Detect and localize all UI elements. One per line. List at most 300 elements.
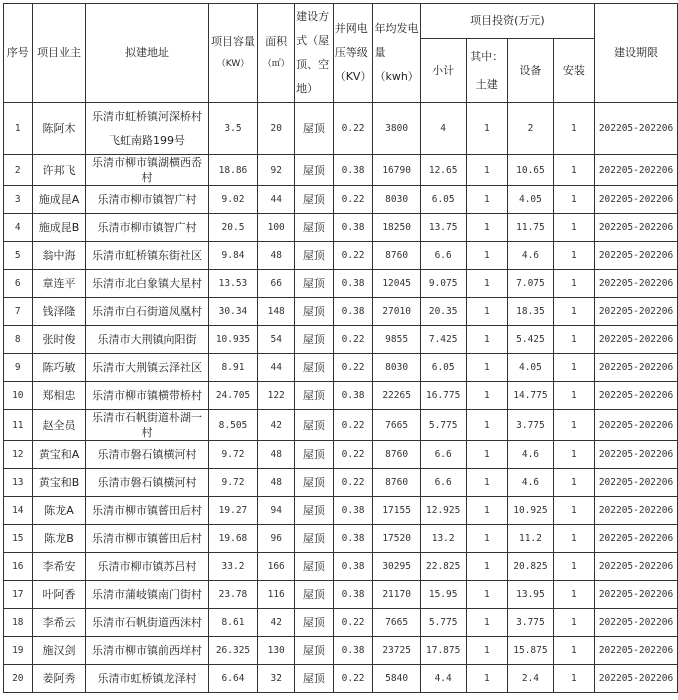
cell-seq: 6 [4,270,33,298]
cell-capacity: 24.705 [208,382,258,410]
cell-subtotal: 6.05 [420,186,466,214]
cell-subtotal: 6.6 [420,441,466,469]
cell-civil: 1 [466,214,508,242]
cell-civil: 1 [466,242,508,270]
cell-period: 202205-202206 [595,155,678,186]
header-civil-line1: 其中： [470,49,504,63]
cell-civil: 1 [466,525,508,553]
cell-period: 202205-202206 [595,354,678,382]
cell-equipment: 2.4 [508,665,554,693]
cell-owner: 施成昆B [32,214,86,242]
cell-subtotal: 5.775 [420,609,466,637]
header-capacity-label: 项目容量 [210,35,255,48]
cell-build-mode: 屋顶 [295,326,334,354]
cell-voltage: 0.22 [333,354,373,382]
cell-subtotal: 9.075 [420,270,466,298]
cell-install: 1 [553,497,594,525]
cell-annual-generation: 12045 [373,270,420,298]
cell-equipment: 11.75 [508,214,554,242]
cell-address: 乐清市柳市镇横带桥村 [86,382,208,410]
cell-capacity: 13.53 [208,270,258,298]
table-row [4,441,678,469]
table-row [4,270,678,298]
cell-area: 42 [258,609,295,637]
cell-seq: 14 [4,497,33,525]
cell-build-mode: 屋顶 [295,270,334,298]
cell-seq: 9 [4,354,33,382]
cell-civil: 1 [466,298,508,326]
cell-period: 202205-202206 [595,186,678,214]
cell-period: 202205-202206 [595,326,678,354]
cell-voltage: 0.38 [333,581,373,609]
cell-address: 乐清市磐石镇横河村 [86,469,208,497]
table-row [4,665,678,693]
cell-annual-generation: 30295 [373,553,420,581]
cell-area: 96 [258,525,295,553]
cell-owner: 郑相忠 [32,382,86,410]
cell-build-mode: 屋顶 [295,581,334,609]
cell-build-mode: 屋顶 [295,155,334,186]
cell-build-mode: 屋顶 [295,441,334,469]
cell-seq: 1 [4,103,33,155]
cell-seq: 12 [4,441,33,469]
cell-build-mode: 屋顶 [295,410,334,441]
cell-capacity: 26.325 [208,637,258,665]
cell-seq: 17 [4,581,33,609]
cell-equipment: 2 [508,103,554,155]
cell-civil: 1 [466,469,508,497]
cell-address: 乐清市柳市镇前西垟村 [86,637,208,665]
cell-equipment: 18.35 [508,298,554,326]
cell-capacity: 10.935 [208,326,258,354]
cell-capacity: 9.72 [208,441,258,469]
header-civil [466,39,508,103]
cell-install: 1 [553,553,594,581]
cell-period: 202205-202206 [595,497,678,525]
cell-voltage: 0.38 [333,298,373,326]
header-seq: 序号 [4,4,33,103]
cell-civil: 1 [466,326,508,354]
cell-owner: 陈巧敏 [32,354,86,382]
cell-capacity: 19.68 [208,525,258,553]
header-area-unit: （㎡） [262,59,290,69]
cell-area: 92 [258,155,295,186]
cell-subtotal: 22.825 [420,553,466,581]
cell-seq: 19 [4,637,33,665]
cell-voltage: 0.22 [333,186,373,214]
cell-seq: 4 [4,214,33,242]
cell-equipment: 15.875 [508,637,554,665]
cell-seq: 7 [4,298,33,326]
cell-subtotal: 12.925 [420,497,466,525]
cell-period: 202205-202206 [595,242,678,270]
cell-owner: 施成昆A [32,186,86,214]
cell-capacity: 33.2 [208,553,258,581]
cell-owner: 黄宝和B [32,469,86,497]
cell-equipment: 13.95 [508,581,554,609]
cell-seq: 3 [4,186,33,214]
table-row [4,155,678,186]
cell-civil: 1 [466,155,508,186]
cell-capacity: 9.72 [208,469,258,497]
cell-area: 20 [258,103,295,155]
cell-area: 116 [258,581,295,609]
header-subtotal: 小计 [420,39,466,103]
table-row [4,553,678,581]
cell-area: 54 [258,326,295,354]
cell-address: 乐清市虹桥镇河深桥村飞虹南路199号 [86,103,208,155]
cell-voltage: 0.38 [333,155,373,186]
cell-capacity: 18.86 [208,155,258,186]
cell-address: 乐清市蒲岐镇南门街村 [86,581,208,609]
cell-voltage: 0.38 [333,497,373,525]
cell-owner: 叶阿香 [32,581,86,609]
table-row [4,298,678,326]
cell-seq: 18 [4,609,33,637]
cell-subtotal: 12.65 [420,155,466,186]
cell-owner: 张时俊 [32,326,86,354]
cell-owner: 李希云 [32,609,86,637]
cell-period: 202205-202206 [595,103,678,155]
cell-equipment: 3.775 [508,609,554,637]
cell-seq: 10 [4,382,33,410]
cell-capacity: 3.5 [208,103,258,155]
cell-install: 1 [553,525,594,553]
cell-annual-generation: 7665 [373,410,420,441]
header-equipment: 设备 [508,39,554,103]
table-body [4,103,678,693]
cell-annual-generation: 8760 [373,242,420,270]
cell-install: 1 [553,270,594,298]
table-row [4,609,678,637]
cell-equipment: 10.925 [508,497,554,525]
cell-period: 202205-202206 [595,298,678,326]
cell-install: 1 [553,103,594,155]
cell-civil: 1 [466,270,508,298]
cell-period: 202205-202206 [595,382,678,410]
cell-annual-generation: 9855 [373,326,420,354]
cell-annual-generation: 8760 [373,441,420,469]
cell-equipment: 7.075 [508,270,554,298]
header-voltage: 并网电压等级（KV） [333,4,373,103]
table-row [4,354,678,382]
cell-capacity: 20.5 [208,214,258,242]
cell-annual-generation: 23725 [373,637,420,665]
cell-address: 乐清市柳市镇苏吕村 [86,553,208,581]
cell-period: 202205-202206 [595,665,678,693]
cell-address: 乐清市北白象镇大星村 [86,270,208,298]
cell-capacity: 8.61 [208,609,258,637]
cell-subtotal: 13.2 [420,525,466,553]
cell-area: 44 [258,354,295,382]
cell-address: 乐清市虹桥镇龙泽村 [86,665,208,693]
cell-address: 乐清市大荆镇向阳街 [86,326,208,354]
cell-voltage: 0.38 [333,270,373,298]
cell-equipment: 4.6 [508,469,554,497]
cell-voltage: 0.22 [333,441,373,469]
cell-equipment: 4.05 [508,186,554,214]
cell-owner: 陈龙B [32,525,86,553]
cell-period: 202205-202206 [595,214,678,242]
cell-voltage: 0.38 [333,637,373,665]
header-install: 安装 [553,39,594,103]
cell-install: 1 [553,637,594,665]
cell-period: 202205-202206 [595,441,678,469]
cell-seq: 16 [4,553,33,581]
cell-address: 乐清市柳市镇智广村 [86,186,208,214]
cell-area: 32 [258,665,295,693]
cell-annual-generation: 22265 [373,382,420,410]
header-investment-group: 项目投资(万元) [420,4,594,39]
project-table [3,3,678,693]
cell-subtotal: 16.775 [420,382,466,410]
cell-annual-generation: 8030 [373,354,420,382]
cell-annual-generation: 21170 [373,581,420,609]
cell-seq: 2 [4,155,33,186]
cell-voltage: 0.38 [333,382,373,410]
cell-civil: 1 [466,441,508,469]
cell-install: 1 [553,609,594,637]
cell-civil: 1 [466,103,508,155]
cell-civil: 1 [466,497,508,525]
cell-install: 1 [553,382,594,410]
cell-annual-generation: 18250 [373,214,420,242]
cell-equipment: 4.05 [508,354,554,382]
cell-owner: 章连平 [32,270,86,298]
cell-owner: 赵全员 [32,410,86,441]
table-row [4,525,678,553]
cell-seq: 5 [4,242,33,270]
cell-owner: 许邦飞 [32,155,86,186]
cell-address: 乐清市柳市镇蒈田后村 [86,497,208,525]
cell-seq: 8 [4,326,33,354]
cell-voltage: 0.38 [333,525,373,553]
cell-subtotal: 5.775 [420,410,466,441]
cell-capacity: 23.78 [208,581,258,609]
cell-seq: 20 [4,665,33,693]
cell-civil: 1 [466,581,508,609]
cell-voltage: 0.22 [333,242,373,270]
cell-build-mode: 屋顶 [295,214,334,242]
cell-capacity: 8.505 [208,410,258,441]
cell-equipment: 11.2 [508,525,554,553]
cell-install: 1 [553,410,594,441]
cell-period: 202205-202206 [595,609,678,637]
cell-area: 42 [258,410,295,441]
cell-install: 1 [553,441,594,469]
cell-equipment: 4.6 [508,242,554,270]
table-row [4,214,678,242]
cell-annual-generation: 27010 [373,298,420,326]
cell-subtotal: 4 [420,103,466,155]
cell-install: 1 [553,298,594,326]
cell-owner: 黄宝和A [32,441,86,469]
cell-area: 48 [258,441,295,469]
table-row [4,637,678,665]
cell-annual-generation: 17155 [373,497,420,525]
cell-area: 48 [258,469,295,497]
cell-address: 乐清市磐石镇横河村 [86,441,208,469]
cell-subtotal: 6.6 [420,242,466,270]
cell-build-mode: 屋顶 [295,354,334,382]
cell-area: 100 [258,214,295,242]
cell-voltage: 0.22 [333,469,373,497]
cell-install: 1 [553,469,594,497]
cell-install: 1 [553,242,594,270]
cell-capacity: 6.64 [208,665,258,693]
cell-equipment: 5.425 [508,326,554,354]
cell-voltage: 0.22 [333,410,373,441]
header-area-label: 面积 [265,35,288,48]
cell-install: 1 [553,214,594,242]
cell-owner: 陈阿木 [32,103,86,155]
cell-build-mode: 屋顶 [295,186,334,214]
cell-civil: 1 [466,637,508,665]
cell-capacity: 8.91 [208,354,258,382]
header-period: 建设期限 [595,4,678,103]
header-address: 拟建地址 [86,4,208,103]
cell-install: 1 [553,665,594,693]
cell-build-mode: 屋顶 [295,382,334,410]
cell-equipment: 20.825 [508,553,554,581]
cell-area: 66 [258,270,295,298]
cell-period: 202205-202206 [595,637,678,665]
cell-voltage: 0.22 [333,609,373,637]
cell-period: 202205-202206 [595,410,678,441]
cell-subtotal: 4.4 [420,665,466,693]
cell-civil: 1 [466,354,508,382]
table-row [4,326,678,354]
cell-seq: 15 [4,525,33,553]
cell-area: 48 [258,242,295,270]
cell-period: 202205-202206 [595,469,678,497]
cell-capacity: 9.84 [208,242,258,270]
cell-build-mode: 屋顶 [295,553,334,581]
cell-owner: 李希安 [32,553,86,581]
cell-civil: 1 [466,553,508,581]
cell-owner: 钱泽隆 [32,298,86,326]
cell-build-mode: 屋顶 [295,525,334,553]
cell-install: 1 [553,155,594,186]
cell-capacity: 30.34 [208,298,258,326]
cell-subtotal: 15.95 [420,581,466,609]
cell-annual-generation: 5840 [373,665,420,693]
cell-subtotal: 20.35 [420,298,466,326]
cell-equipment: 3.775 [508,410,554,441]
table-header [4,4,678,103]
cell-annual-generation: 16790 [373,155,420,186]
cell-capacity: 19.27 [208,497,258,525]
cell-subtotal: 6.6 [420,469,466,497]
cell-period: 202205-202206 [595,581,678,609]
table-row [4,186,678,214]
cell-seq: 13 [4,469,33,497]
cell-period: 202205-202206 [595,270,678,298]
cell-build-mode: 屋顶 [295,637,334,665]
cell-build-mode: 屋顶 [295,469,334,497]
header-build-mode: 建设方式（屋顶、空地） [295,4,334,103]
cell-subtotal: 13.75 [420,214,466,242]
cell-voltage: 0.22 [333,665,373,693]
cell-install: 1 [553,186,594,214]
cell-voltage: 0.38 [333,214,373,242]
cell-annual-generation: 3800 [373,103,420,155]
cell-annual-generation: 8030 [373,186,420,214]
table-row [4,103,678,155]
cell-period: 202205-202206 [595,553,678,581]
table-row [4,410,678,441]
cell-owner: 陈龙A [32,497,86,525]
cell-civil: 1 [466,410,508,441]
cell-subtotal: 6.05 [420,354,466,382]
cell-area: 94 [258,497,295,525]
cell-address: 乐清市虹桥镇东街社区 [86,242,208,270]
table-row [4,242,678,270]
cell-owner: 翁中海 [32,242,86,270]
cell-owner: 施汉剑 [32,637,86,665]
cell-build-mode: 屋顶 [295,609,334,637]
cell-address: 乐清市柳市镇智广村 [86,214,208,242]
cell-equipment: 4.6 [508,441,554,469]
cell-voltage: 0.22 [333,326,373,354]
cell-area: 44 [258,186,295,214]
cell-equipment: 14.775 [508,382,554,410]
cell-install: 1 [553,354,594,382]
header-capacity-unit: （KW） [216,59,250,69]
cell-address: 乐清市大荆镇云泽社区 [86,354,208,382]
table-row [4,382,678,410]
cell-area: 122 [258,382,295,410]
cell-annual-generation: 7665 [373,609,420,637]
cell-build-mode: 屋顶 [295,298,334,326]
cell-build-mode: 屋顶 [295,242,334,270]
header-annual-generation: 年均发电量（kwh） [373,4,420,103]
cell-voltage: 0.22 [333,103,373,155]
cell-voltage: 0.38 [333,553,373,581]
header-capacity [208,4,258,103]
cell-seq: 11 [4,410,33,441]
cell-subtotal: 17.875 [420,637,466,665]
table-row [4,469,678,497]
header-area [258,4,295,103]
table-row [4,497,678,525]
table-row [4,581,678,609]
cell-address: 乐清市柳市镇湖横西岙村 [86,155,208,186]
cell-area: 130 [258,637,295,665]
cell-annual-generation: 17520 [373,525,420,553]
cell-civil: 1 [466,609,508,637]
cell-address: 乐清市柳市镇蒈田后村 [86,525,208,553]
header-civil-line2: 土建 [475,77,498,91]
cell-civil: 1 [466,382,508,410]
cell-address: 乐清市石帆街道朴湖一村 [86,410,208,441]
cell-equipment: 10.65 [508,155,554,186]
cell-area: 166 [258,553,295,581]
cell-period: 202205-202206 [595,525,678,553]
cell-build-mode: 屋顶 [295,103,334,155]
cell-address: 乐清市白石街道凤凰村 [86,298,208,326]
cell-civil: 1 [466,186,508,214]
header-owner: 项目业主 [32,4,86,103]
cell-address: 乐清市石帆街道西沫村 [86,609,208,637]
cell-owner: 姜阿秀 [32,665,86,693]
cell-capacity: 9.02 [208,186,258,214]
cell-annual-generation: 8760 [373,469,420,497]
cell-install: 1 [553,326,594,354]
cell-build-mode: 屋顶 [295,665,334,693]
cell-area: 148 [258,298,295,326]
cell-subtotal: 7.425 [420,326,466,354]
